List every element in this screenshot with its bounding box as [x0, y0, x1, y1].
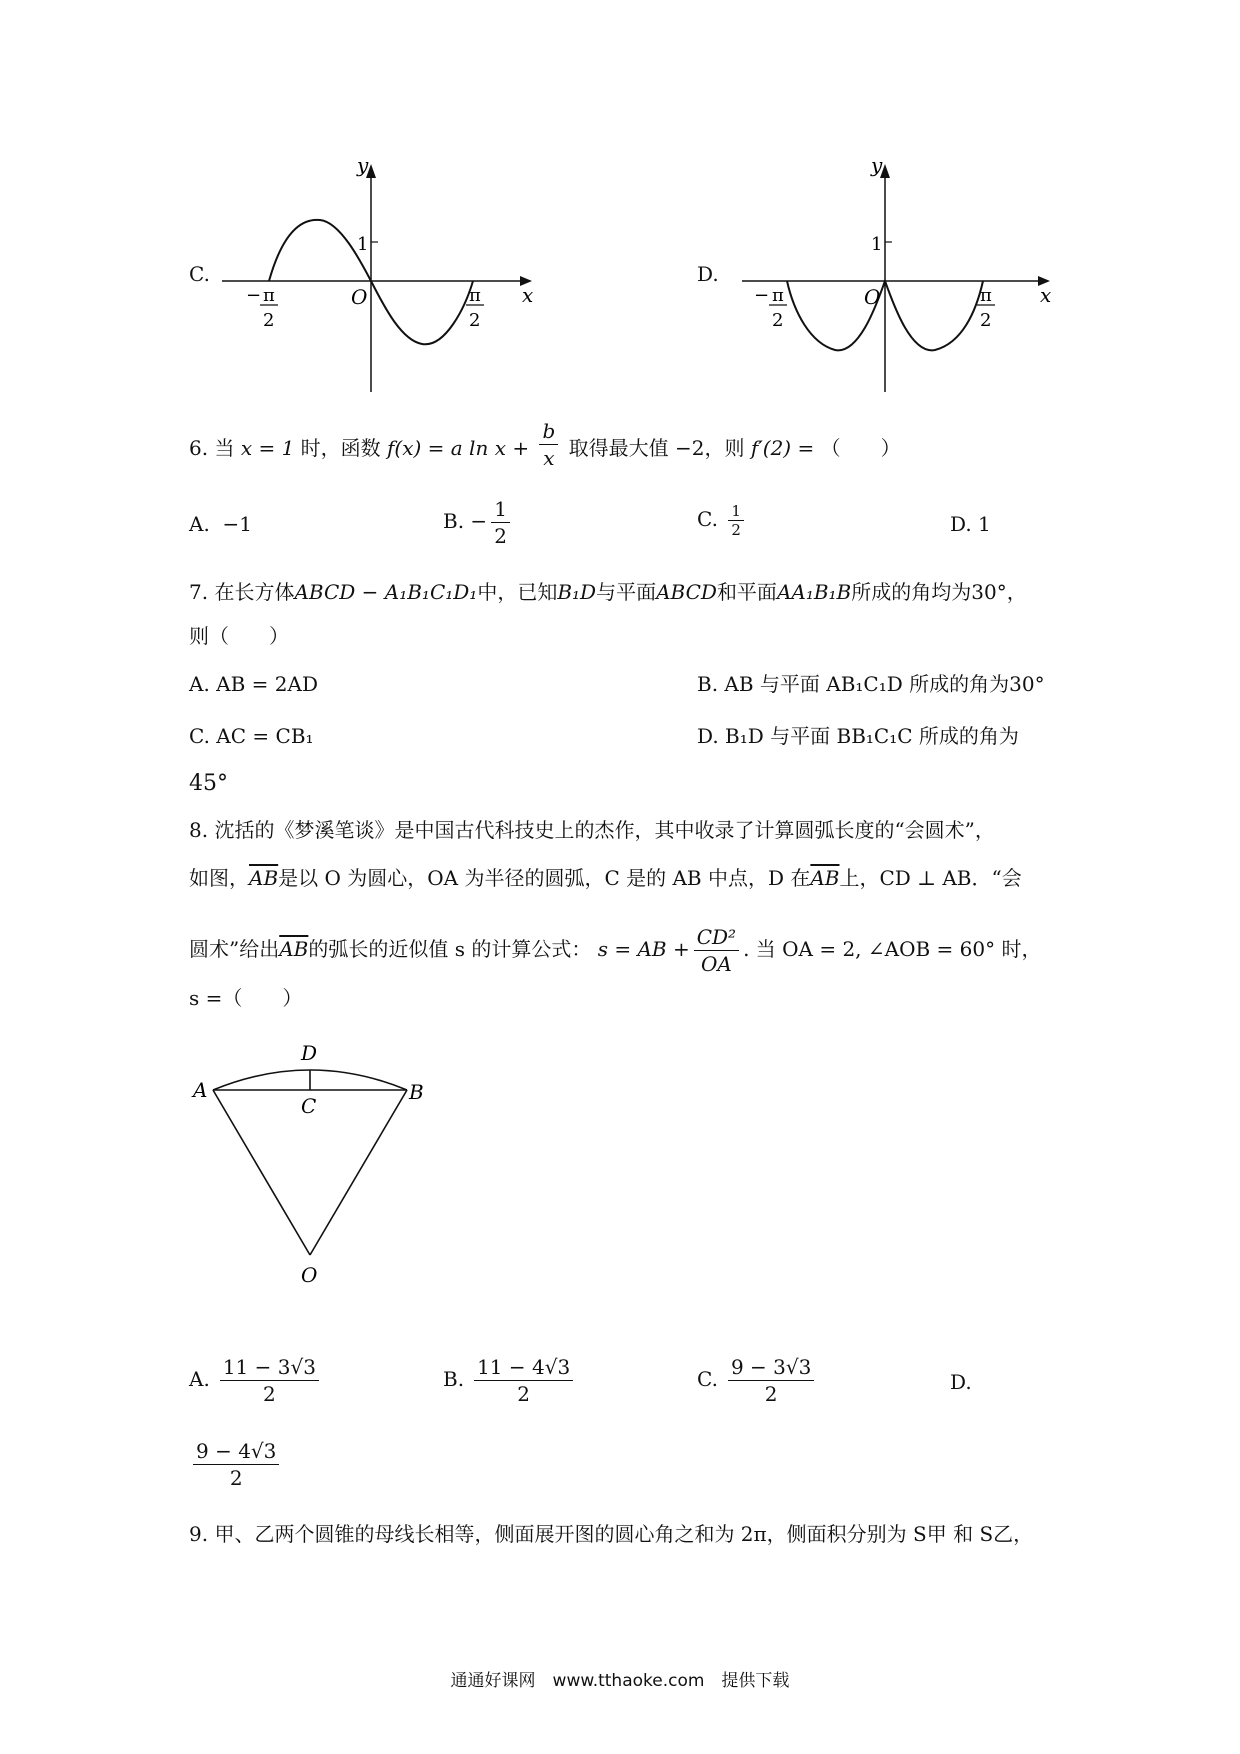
graph-d-label: D.: [697, 262, 719, 286]
svg-text:1: 1: [871, 234, 883, 255]
svg-text:2: 2: [980, 310, 992, 331]
q6-option-a: A. −1: [189, 512, 253, 536]
svg-text:−: −: [754, 285, 770, 306]
q6-stem: 6. 当 x = 1 时，函数 f(x) = a ln x + $\frac{b}{x}$ 取得最大值 −2，则 f′(2) = （ ）: [189, 419, 901, 470]
svg-text:π: π: [980, 285, 992, 306]
q8-option-d-value: $\frac{9 - 4√3}{2}$: [189, 1438, 283, 1491]
pos-pi: π: [469, 285, 481, 306]
svg-text:O: O: [864, 285, 881, 309]
point-o: O: [301, 1263, 318, 1287]
q7-option-d: D. B₁D 与平面 BB₁C₁C 所成的角为: [697, 724, 1019, 748]
point-c: C: [301, 1094, 317, 1118]
graph-c: [210, 160, 540, 400]
q9-line1: 9. 甲、乙两个圆锥的母线长相等，侧面展开图的圆心角之和为 2π，侧面积分别为 S甲 和 S乙，: [189, 1522, 1034, 1546]
q8-option-a: A. $\frac{11 - 3√3}{2}$: [189, 1354, 323, 1407]
q6-option-c: C. $\frac{1}{2}$: [697, 502, 748, 539]
neg-pi: π: [263, 285, 275, 306]
q8-option-c: C. $\frac{9 - 3√3}{2}$: [697, 1354, 818, 1407]
graph-c-label: C.: [189, 262, 210, 286]
q8-line3: 圆术”给出$\overline{AB}$的弧长的近似值 s 的计算公式： s = AB + $\frac{\text{CD²}}{OA}$ . 当 OA = 2, ∠AOB = 60° 时，: [189, 925, 1042, 976]
y-label: y: [357, 160, 369, 177]
neg-two: 2: [263, 310, 275, 331]
q7-option-a: A. AB = 2AD: [189, 672, 318, 696]
svg-text:x: x: [1040, 283, 1052, 307]
page-footer: 通通好课网 www.tthaoke.com 提供下载: [450, 1671, 790, 1691]
q7-stem: 7. 在长方体ABCD − A₁B₁C₁D₁中，已知B₁D与平面ABCD和平面AA₁B₁B所成的角均为30°，: [189, 580, 1027, 604]
q6-option-d: D. 1: [950, 512, 991, 536]
x-label: x: [522, 283, 534, 307]
q7-option-d-tail: 45°: [189, 771, 228, 796]
q8-line2: 如图，$\overline{AB}$是以 O 为圆心，OA 为半径的圆弧，C 是的 AB 中点，D 在$\overline{AB}$上，CD ⊥ AB．“会: [189, 866, 1022, 890]
origin-label: O: [351, 285, 368, 309]
point-a: A: [193, 1078, 208, 1102]
q6-option-b: B. − $\frac{1}{2}$: [443, 496, 514, 549]
sector-figure: [185, 1030, 445, 1300]
q7-option-b: B. AB 与平面 AB₁C₁D 所成的角为30°: [697, 672, 1045, 696]
q7-option-c: C. AC = CB₁: [189, 724, 314, 748]
neg-sign: −: [246, 285, 262, 306]
svg-text:π: π: [772, 285, 784, 306]
q8-option-d-label: D.: [950, 1370, 972, 1394]
one-label: 1: [357, 234, 369, 255]
q7-stem-line2: 则（ ）: [189, 624, 289, 648]
q8-line4: s =（ ）: [189, 986, 303, 1010]
radius-oa: [213, 1090, 310, 1255]
graph-d: [730, 160, 1060, 400]
svg-text:y: y: [871, 160, 883, 177]
svg-text:2: 2: [772, 310, 784, 331]
q8-option-b: B. $\frac{11 - 4√3}{2}$: [443, 1354, 577, 1407]
q8-line1: 8. 沈括的《梦溪笔谈》是中国古代科技史上的杰作，其中收录了计算圆弧长度的“会圆术”，: [189, 818, 995, 842]
pos-two: 2: [469, 310, 481, 331]
point-d: D: [301, 1041, 318, 1065]
radius-ob: [310, 1090, 407, 1255]
point-b: B: [409, 1080, 424, 1104]
